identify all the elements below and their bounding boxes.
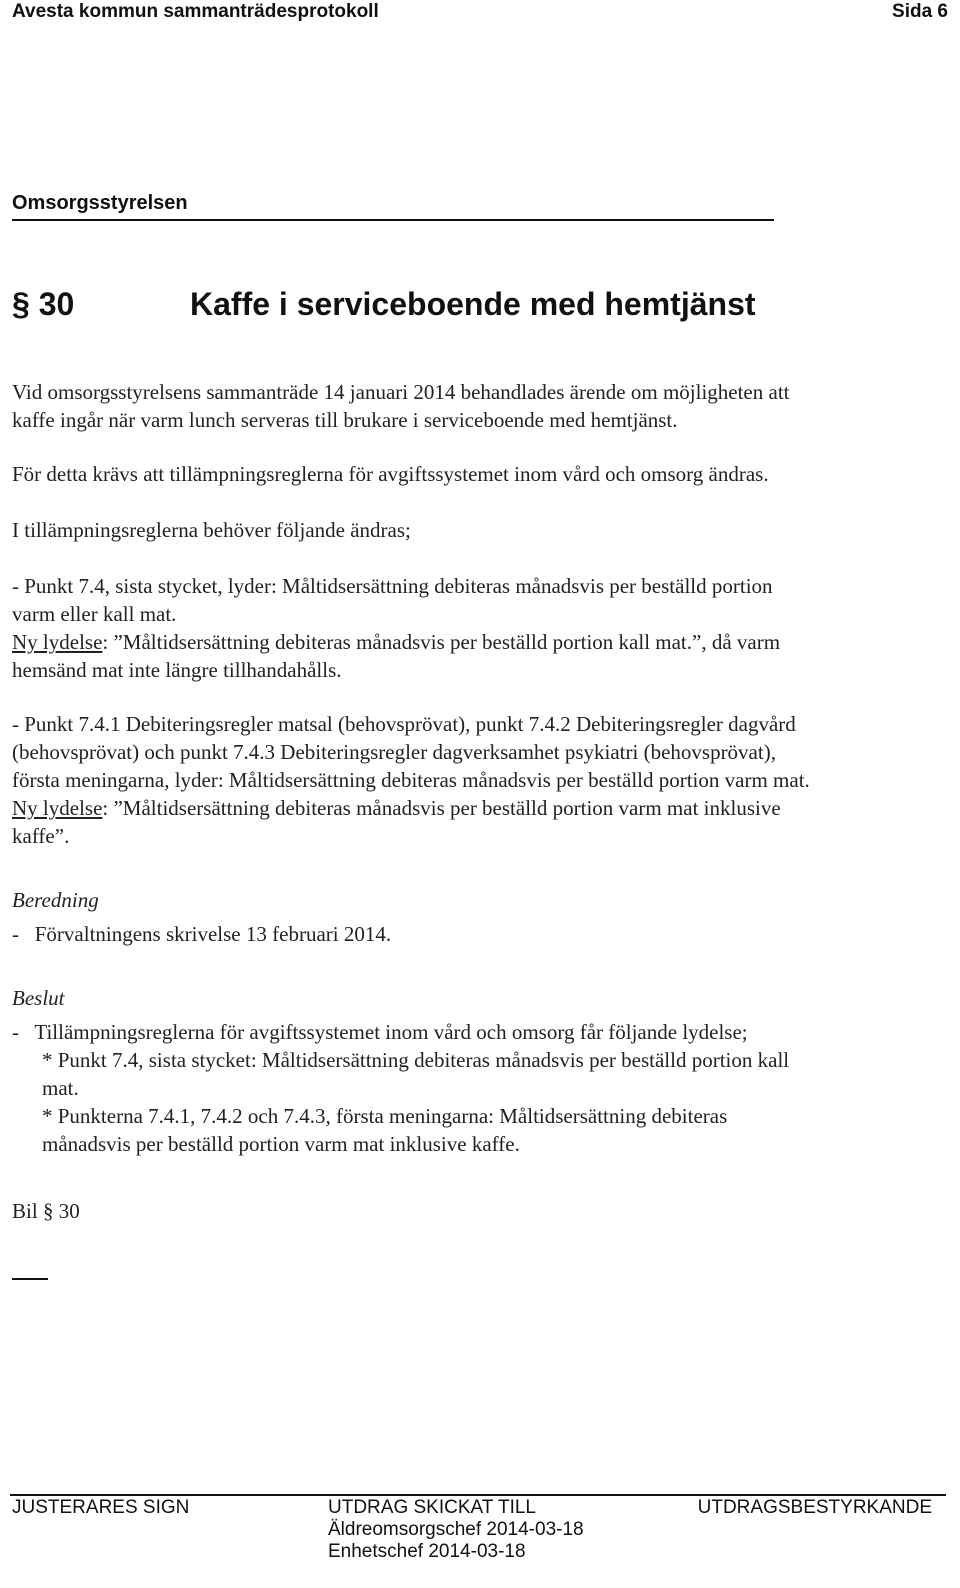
text-line: - Punkt 7.4.1 Debiteringsregler matsal (behovsprövat), punkt 7.4.2 Debiteringsregler dagvård [12, 712, 796, 736]
text-line [12, 794, 942, 822]
beredning-item: - Förvaltningens skrivelse 13 februari 2014. [12, 922, 392, 946]
new-wording-text: : ”Måltidsersättning debiteras månadsvis per beställd portion varm mat inklusive [102, 796, 781, 820]
footer-recipient: Enhetschef 2014-03-18 [328, 1541, 526, 1562]
text-line: - Tillämpningsreglerna för avgiftssystemet inom vård och omsorg får följande lydelse; [12, 1020, 748, 1044]
footer-recipient: Äldreomsorgschef 2014-03-18 [328, 1519, 584, 1540]
paragraph-requirement: För detta krävs att tillämpningsreglerna för avgiftssystemet inom vård och omsorg ändras. [12, 462, 769, 486]
text-line: kaffe”. [12, 824, 70, 848]
text-line: första meningarna, lyder: Måltidsersättning debiteras månadsvis per beställd portion varm mat. [12, 768, 810, 792]
text-line: varm eller kall mat. [12, 602, 177, 626]
paragraph-intro [12, 378, 942, 434]
section-title: Kaffe i serviceboende med hemtjänst [190, 286, 756, 322]
new-wording-label: Ny lydelse [12, 630, 103, 654]
footer-utdrag-label: UTDRAG SKICKAT TILL [328, 1497, 536, 1518]
beslut-heading: Beslut [12, 986, 65, 1010]
text-line: (behovsprövat) och punkt 7.4.3 Debiteringsregler dagverksamhet psykiatri (behovsprövat), [12, 740, 776, 764]
text-line: hemsänd mat inte längre tillhandahålls. [12, 658, 342, 682]
footer-divider [10, 1494, 946, 1496]
section-number-value: 30 [38, 286, 75, 322]
paragraph-changes-intro: I tillämpningsreglerna behöver följande ändras; [12, 518, 411, 542]
document-header-title: Avesta kommun sammanträdesprotokoll [12, 1, 379, 22]
separator-line [12, 1278, 48, 1280]
section-symbol: § [12, 286, 30, 322]
attachment-label: Bil [12, 1199, 38, 1223]
paragraph-punkt-7-4 [12, 572, 942, 684]
section-number [12, 286, 74, 323]
text-line: - Punkt 7.4, sista stycket, lyder: Måltidsersättning debiteras månadsvis per beställd portion [12, 574, 773, 598]
new-wording-text: : ”Måltidsersättning debiteras månadsvis per beställd portion kall mat.”, då varm [102, 630, 781, 654]
board-underline [12, 219, 774, 221]
footer-utdragsbestyrkande: UTDRAGSBESTYRKANDE [697, 1497, 932, 1518]
beslut-text [12, 1018, 942, 1158]
text-line: månadsvis per beställd portion varm mat inklusive kaffe. [42, 1132, 520, 1156]
board-name: Omsorgsstyrelsen [12, 192, 188, 214]
paragraph-punkt-7-4-1 [12, 710, 942, 850]
page-number: Sida 6 [892, 1, 948, 22]
text-line: kaffe ingår när varm lunch serveras till brukare i serviceboende med hemtjänst. [12, 408, 678, 432]
footer-utdrag-skickat [328, 1497, 584, 1563]
attachment-reference [12, 1197, 942, 1225]
attachment-number: 30 [58, 1199, 80, 1223]
attachment-symbol: § [42, 1199, 54, 1223]
new-wording-label: Ny lydelse [12, 796, 103, 820]
beredning-heading: Beredning [12, 888, 99, 912]
text-line: Vid omsorgsstyrelsens sammanträde 14 januari 2014 behandlades ärende om möjligheten att [12, 380, 790, 404]
text-line: mat. [42, 1076, 79, 1100]
footer-justerares-sign: JUSTERARES SIGN [12, 1497, 190, 1518]
text-line [12, 628, 942, 656]
text-line: * Punkterna 7.4.1, 7.4.2 och 7.4.3, första meningarna: Måltidsersättning debiteras [42, 1104, 728, 1128]
text-line: * Punkt 7.4, sista stycket: Måltidsersättning debiteras månadsvis per beställd portion kall [42, 1048, 790, 1072]
